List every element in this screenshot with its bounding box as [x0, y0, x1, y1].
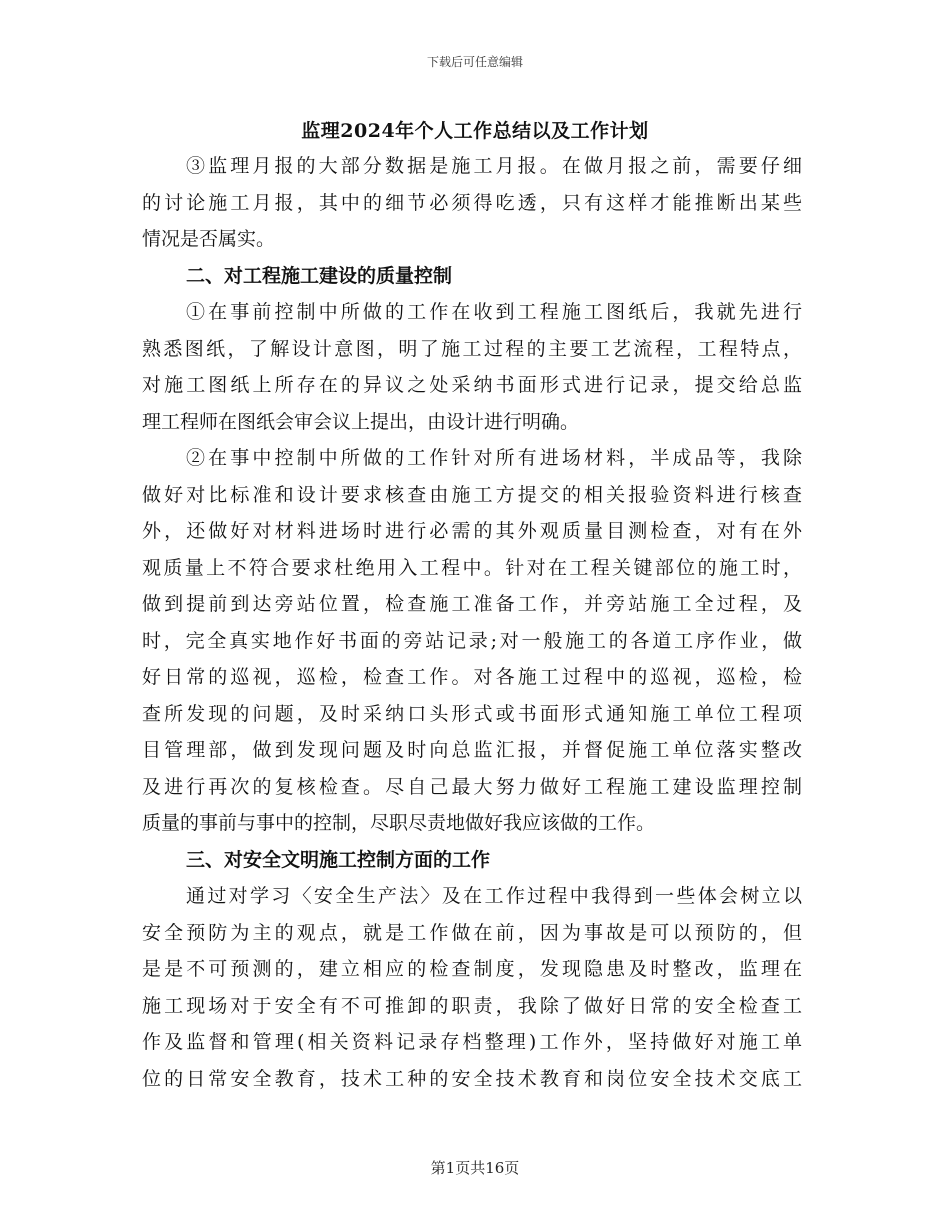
paragraph-4 — [142, 878, 802, 1097]
text-line: 质量的事前与事中的控制，尽职尽责地做好我应该做的工作。 — [142, 812, 656, 834]
paragraph-1 — [142, 148, 802, 258]
text-line: 时，完全真实地作好书面的旁站记录;对一般施工的各道工序作业，做 — [142, 629, 802, 652]
page-footer: 第1页共16页 — [430, 1159, 520, 1177]
text-line: 施工现场对于安全有不可推卸的职责，我除了做好日常的安全检查工 — [142, 994, 802, 1017]
text-line: 通过对学习〈安全生产法〉及在工作过程中我得到一些体会树立以 — [186, 885, 802, 907]
text-line: 目管理部，做到发现问题及时向总监汇报，并督促施工单位落实整改 — [142, 739, 802, 761]
text-line: 是是不可预测的，建立相应的检查制度，发现隐患及时整改，监理在 — [142, 958, 802, 980]
text-line: 安全预防为主的观点，就是工作做在前，因为事故是可以预防的，但 — [142, 921, 802, 944]
text-line: 做到提前到达旁站位置，检查施工准备工作，并旁站施工全过程，及 — [142, 593, 802, 615]
text-line: ①在事前控制中所做的工作在收到工程施工图纸后，我就先进行 — [186, 301, 802, 323]
text-line: 对施工图纸上所存在的异议之处采纳书面形式进行记录，提交给总监 — [142, 374, 802, 396]
text-line: 外，还做好对材料进场时进行必需的其外观质量目测检查，对有在外 — [142, 520, 802, 542]
text-line: 做好对比标准和设计要求核查由施工方提交的相关报验资料进行核查 — [142, 483, 802, 506]
section-heading-3: 三、对安全文明施工控制方面的工作 — [186, 848, 491, 871]
text-line: ③监理月报的大部分数据是施工月报。在做月报之前，需要仔细 — [186, 155, 802, 177]
text-line: 的讨论施工月报，其中的细节必须得吃透，只有这样才能推断出某些 — [142, 191, 802, 214]
text-line: 查所发现的问题，及时采纳口头形式或书面形式通知施工单位工程项 — [142, 702, 802, 725]
text-line: 好日常的巡视，巡检，检查工作。对各施工过程中的巡视，巡检，检 — [142, 666, 802, 688]
document-title: 监理2024年个人工作总结以及工作计划 — [301, 120, 649, 142]
text-line: 理工程师在图纸会审会议上提出，由设计进行明确。 — [142, 410, 580, 433]
section-heading-2: 二、对工程施工建设的质量控制 — [186, 264, 453, 287]
paragraph-2 — [142, 294, 802, 440]
page-header: 下载后可任意编辑 — [426, 55, 523, 69]
text-line: 及进行再次的复核检查。尽自己最大努力做好工程施工建设监理控制 — [142, 775, 802, 798]
paragraph-3 — [142, 440, 802, 842]
text-line: 观质量上不符合要求杜绝用入工程中。针对在工程关键部位的施工时， — [142, 556, 802, 579]
text-line: 位的日常安全教育，技术工种的安全技术教育和岗位安全技术交底工 — [142, 1067, 802, 1090]
document-body — [142, 148, 802, 1097]
text-line: 熟悉图纸，了解设计意图，明了施工过程的主要工艺流程，工程特点， — [142, 337, 802, 360]
text-line: ②在事中控制中所做的工作针对所有进场材料，半成品等，我除 — [186, 447, 802, 469]
text-line: 作及监督和管理(相关资料记录存档整理)工作外，坚持做好对施工单 — [142, 1031, 802, 1053]
text-line: 情况是否属实。 — [142, 228, 276, 250]
